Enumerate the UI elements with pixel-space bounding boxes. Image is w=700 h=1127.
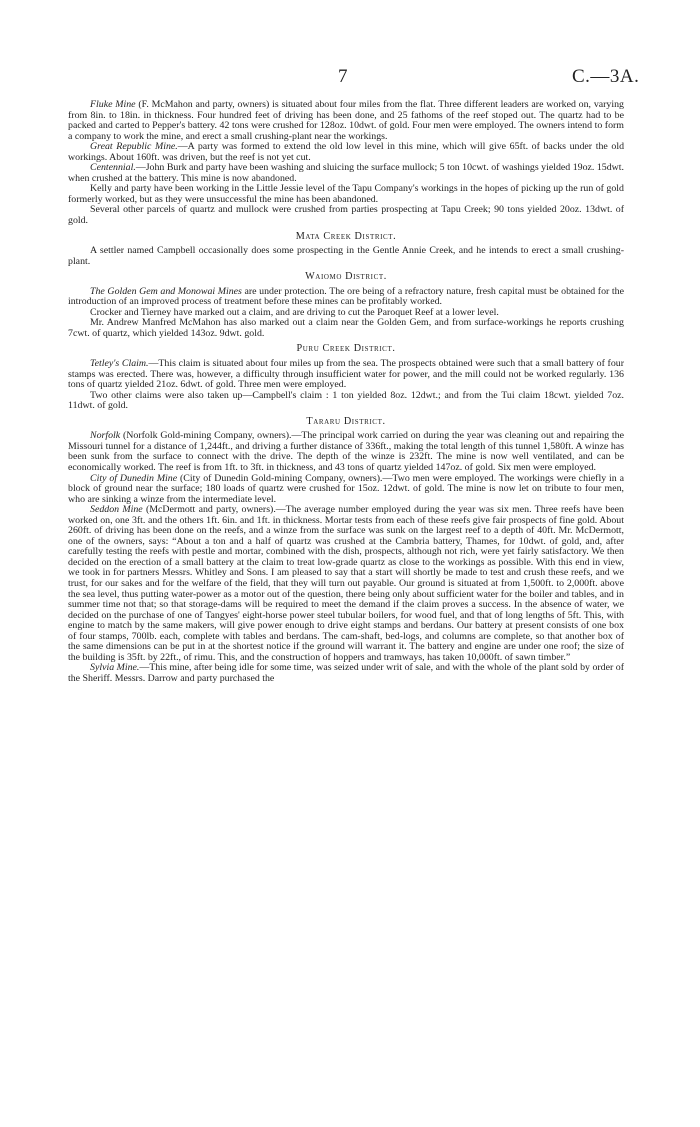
document-body: [68, 100, 624, 684]
heading-mata-creek-district: Mata Creek District.: [295, 230, 397, 242]
paragraph-text: Kelly and party have been working in the Little Jessie level of the Tapu Company's workings in the hopes of picking up the run of gold formerly worked, but as they were unsuccessful the mine has been abandoned.: [68, 183, 624, 205]
paragraph-text: (McDermott and party, owners).—The average number employed during the year was six men. Three reefs have been worked on, one 3ft. and the others 1ft. 6in. and 1ft. in thickness. Mortar tests from each of these reefs give fair prospects of fine gold. About 260ft. of driving has been done on the reefs, and a winze from the surface was sunk on the largest reef to a depth of 40ft. Mr. McDermott, one of the owners, says: “About a ton and a half of quartz was crushed at the Cambria battery, Thames, for 10dwt. of gold, and, after carefully testing the reefs with pestle and mortar, combined with the dish, prospects, although not rich, were yet fairly satisfactory. We then decided on the erection of a small battery at the claim to treat low-grade quartz as close to the workings as possible. With this end in view, we took in for partners Messrs. Whitley and Sons. I am pleased to say that a start will shortly be made to test and crush these reefs, and we trust, for our sakes and for the welfare of the field, that they will turn out payable. Our ground is situated at from 1,500ft. to 2,000ft. above the sea level, thus putting water-power as a motor out of the question, there being only about sufficient water for the boiler and tables, and in summer time not that; so that storage-dams will be required to meet the demand if the claim proves a success. In the absence of water, we decided on the purchase of one of Tangyes' eight-horse power steel tubular boilers, for wood fuel, and that of long lengths of 5ft. This, with engine to match by the same makers, will give power enough to drive eight stamps and berdans. Our battery at present consists of one box of four stamps, 700lb. each, complete with tables and berdans. The cam-shaft, bed-logs, and columns are complete, so that another box of the same dimensions can be put in at the shortest notice if the ground will warrant it. The battery and engine are under one roof; the size of the building is 35ft. by 22ft., of rimu. This, and the construction of hoppers and tramways, has taken 10,000ft. of sawn timber.”: [68, 504, 624, 663]
paragraph-tetleys-claim: [68, 359, 624, 391]
mine-name: Sylvia Mine.: [90, 662, 140, 674]
heading-tararu-district: Tararu District.: [306, 415, 386, 427]
paragraph-text: (City of Dunedin Gold-mining Company, owners).—Two men were employed. The workings were chiefly in a block of ground near the surface; 180 loads of quartz were crushed for 15oz. 12dwt. of gold. The mine is now let on tribute to four men, who are sinking a winze from the intermediate level.: [68, 472, 624, 505]
paragraph-text: Crocker and Tierney have marked out a claim, and are driving to cut the Paroquet Reef at a lower level.: [90, 306, 499, 318]
paragraph-text: Mr. Andrew Manfred McMahon has also marked out a claim near the Golden Gem, and from surface-workings he reports crushing 7cwt. of quartz, which yielded 143oz. 9dwt. gold.: [68, 317, 624, 339]
paragraph-fluke-mine: [68, 100, 624, 142]
paragraph-golden-gem-monowai: [68, 287, 624, 308]
mine-name: City of Dunedin Mine: [90, 472, 178, 484]
paragraph-great-republic-mine: [68, 142, 624, 163]
mine-name: Great Republic Mine.: [90, 141, 178, 153]
paragraph-text: —This mine, after being idle for some time, was seized under writ of sale, and with the whole of the plant sold by order of the Sheriff. Messrs. Darrow and party purchased the: [68, 662, 624, 684]
paragraph-text: —John Burk and party have been washing and sluicing the surface mullock; 5 ton 10cwt. of washings yielded 19oz. 15dwt. when crushed at the battery. This mine is now abandoned.: [68, 162, 624, 184]
heading-puru-creek-district: Puru Creek District.: [296, 343, 396, 355]
heading-waiomo-district: Waiomo District.: [305, 271, 387, 283]
mine-name: Norfolk: [90, 430, 121, 442]
report-code: C.—3A.: [572, 66, 640, 87]
paragraph-text: (Norfolk Gold-mining Company, owners).—The principal work carried on during the year was cleaning out and repairing the Missouri tunnel for a distance of 1,244ft., and driving a further distance of 336ft., making the total length of this tunnel 1,580ft. A winze has been sunk from the surface to connect with the drive. The depth of the winze is 232ft. The mine is now well ventilated, and can be economically worked. The reef is from 1ft. to 3ft. in thickness, and 43 tons of quartz yielded 147oz. of gold. Six men were employed.: [68, 430, 624, 473]
mine-name: Tetley's Claim.: [90, 358, 149, 370]
mine-name: Centennial.: [90, 162, 136, 174]
mine-name: Fluke Mine: [90, 99, 136, 110]
mine-name: The Golden Gem and Monowai Mines: [90, 285, 242, 297]
paragraph-text: are under protection. The ore being of a refractory nature, fresh capital must be obtained for the introduction of an improved process of treatment before these mines can be profitably worked.: [68, 285, 624, 308]
paragraph-tapu-creek-parcels: [68, 205, 624, 226]
paragraph-other-claims: [68, 391, 624, 412]
mine-name: Seddon Mine: [90, 504, 143, 516]
paragraph-centennial: [68, 163, 624, 184]
paragraph-text: (F. McMahon and party, owners) is situated about four miles from the flat. Three different leaders are worked on, varying from 8in. to 18in. in thickness. Four hundred feet of driving has been done, and 25 fathoms of the reef stoped out. The quartz had to be packed and carted to Pepper's battery. 42 tons were crushed for 128oz. 10dwt. of gold. Four men were employed. The owners intend to form a company to work the mine, and erect a small crushing-plant near the workings.: [68, 99, 624, 142]
paragraph-seddon-mine: [68, 505, 624, 663]
paragraph-mcmahon-claim: [68, 318, 624, 339]
paragraph-text: Two other claims were also taken up—Campbell's claim : 1 ton yielded 8oz. 12dwt.; and from the Tui claim 18cwt. yielded 7oz. 11dwt. of gold.: [68, 389, 624, 412]
paragraph-text: A settler named Campbell occasionally does some prospecting in the Gentle Annie Creek, and he intends to erect a small crushing-plant.: [68, 245, 624, 267]
paragraph-kelly-and-party: [68, 184, 624, 205]
paragraph-city-of-dunedin-mine: [68, 474, 624, 506]
page-header: [0, 66, 700, 92]
paragraph-text: Several other parcels of quartz and mullock were crushed from parties prospecting at Tapu Creek; 90 tons yielded 20oz. 13dwt. of gold.: [68, 204, 624, 227]
paragraph-text: —This claim is situated about four miles up from the sea. The prospects obtained were such that a small battery of four stamps was erected. There was, however, a difficulty through insufficient water for power, and the mill could not be worked regularly. 136 tons of quartz yielded 21oz. 6dwt. of gold. Three men were employed.: [68, 358, 624, 391]
paragraph-campbell-prospecting: [68, 246, 624, 267]
page-number: 7: [338, 66, 348, 87]
paragraph-text: —A party was formed to extend the old low level in this mine, which will give 65ft. of backs under the old workings. About 160ft. was driven, but the reef is not yet cut.: [68, 141, 625, 163]
paragraph-norfolk: [68, 431, 624, 473]
paragraph-sylvia-mine: [68, 663, 624, 684]
